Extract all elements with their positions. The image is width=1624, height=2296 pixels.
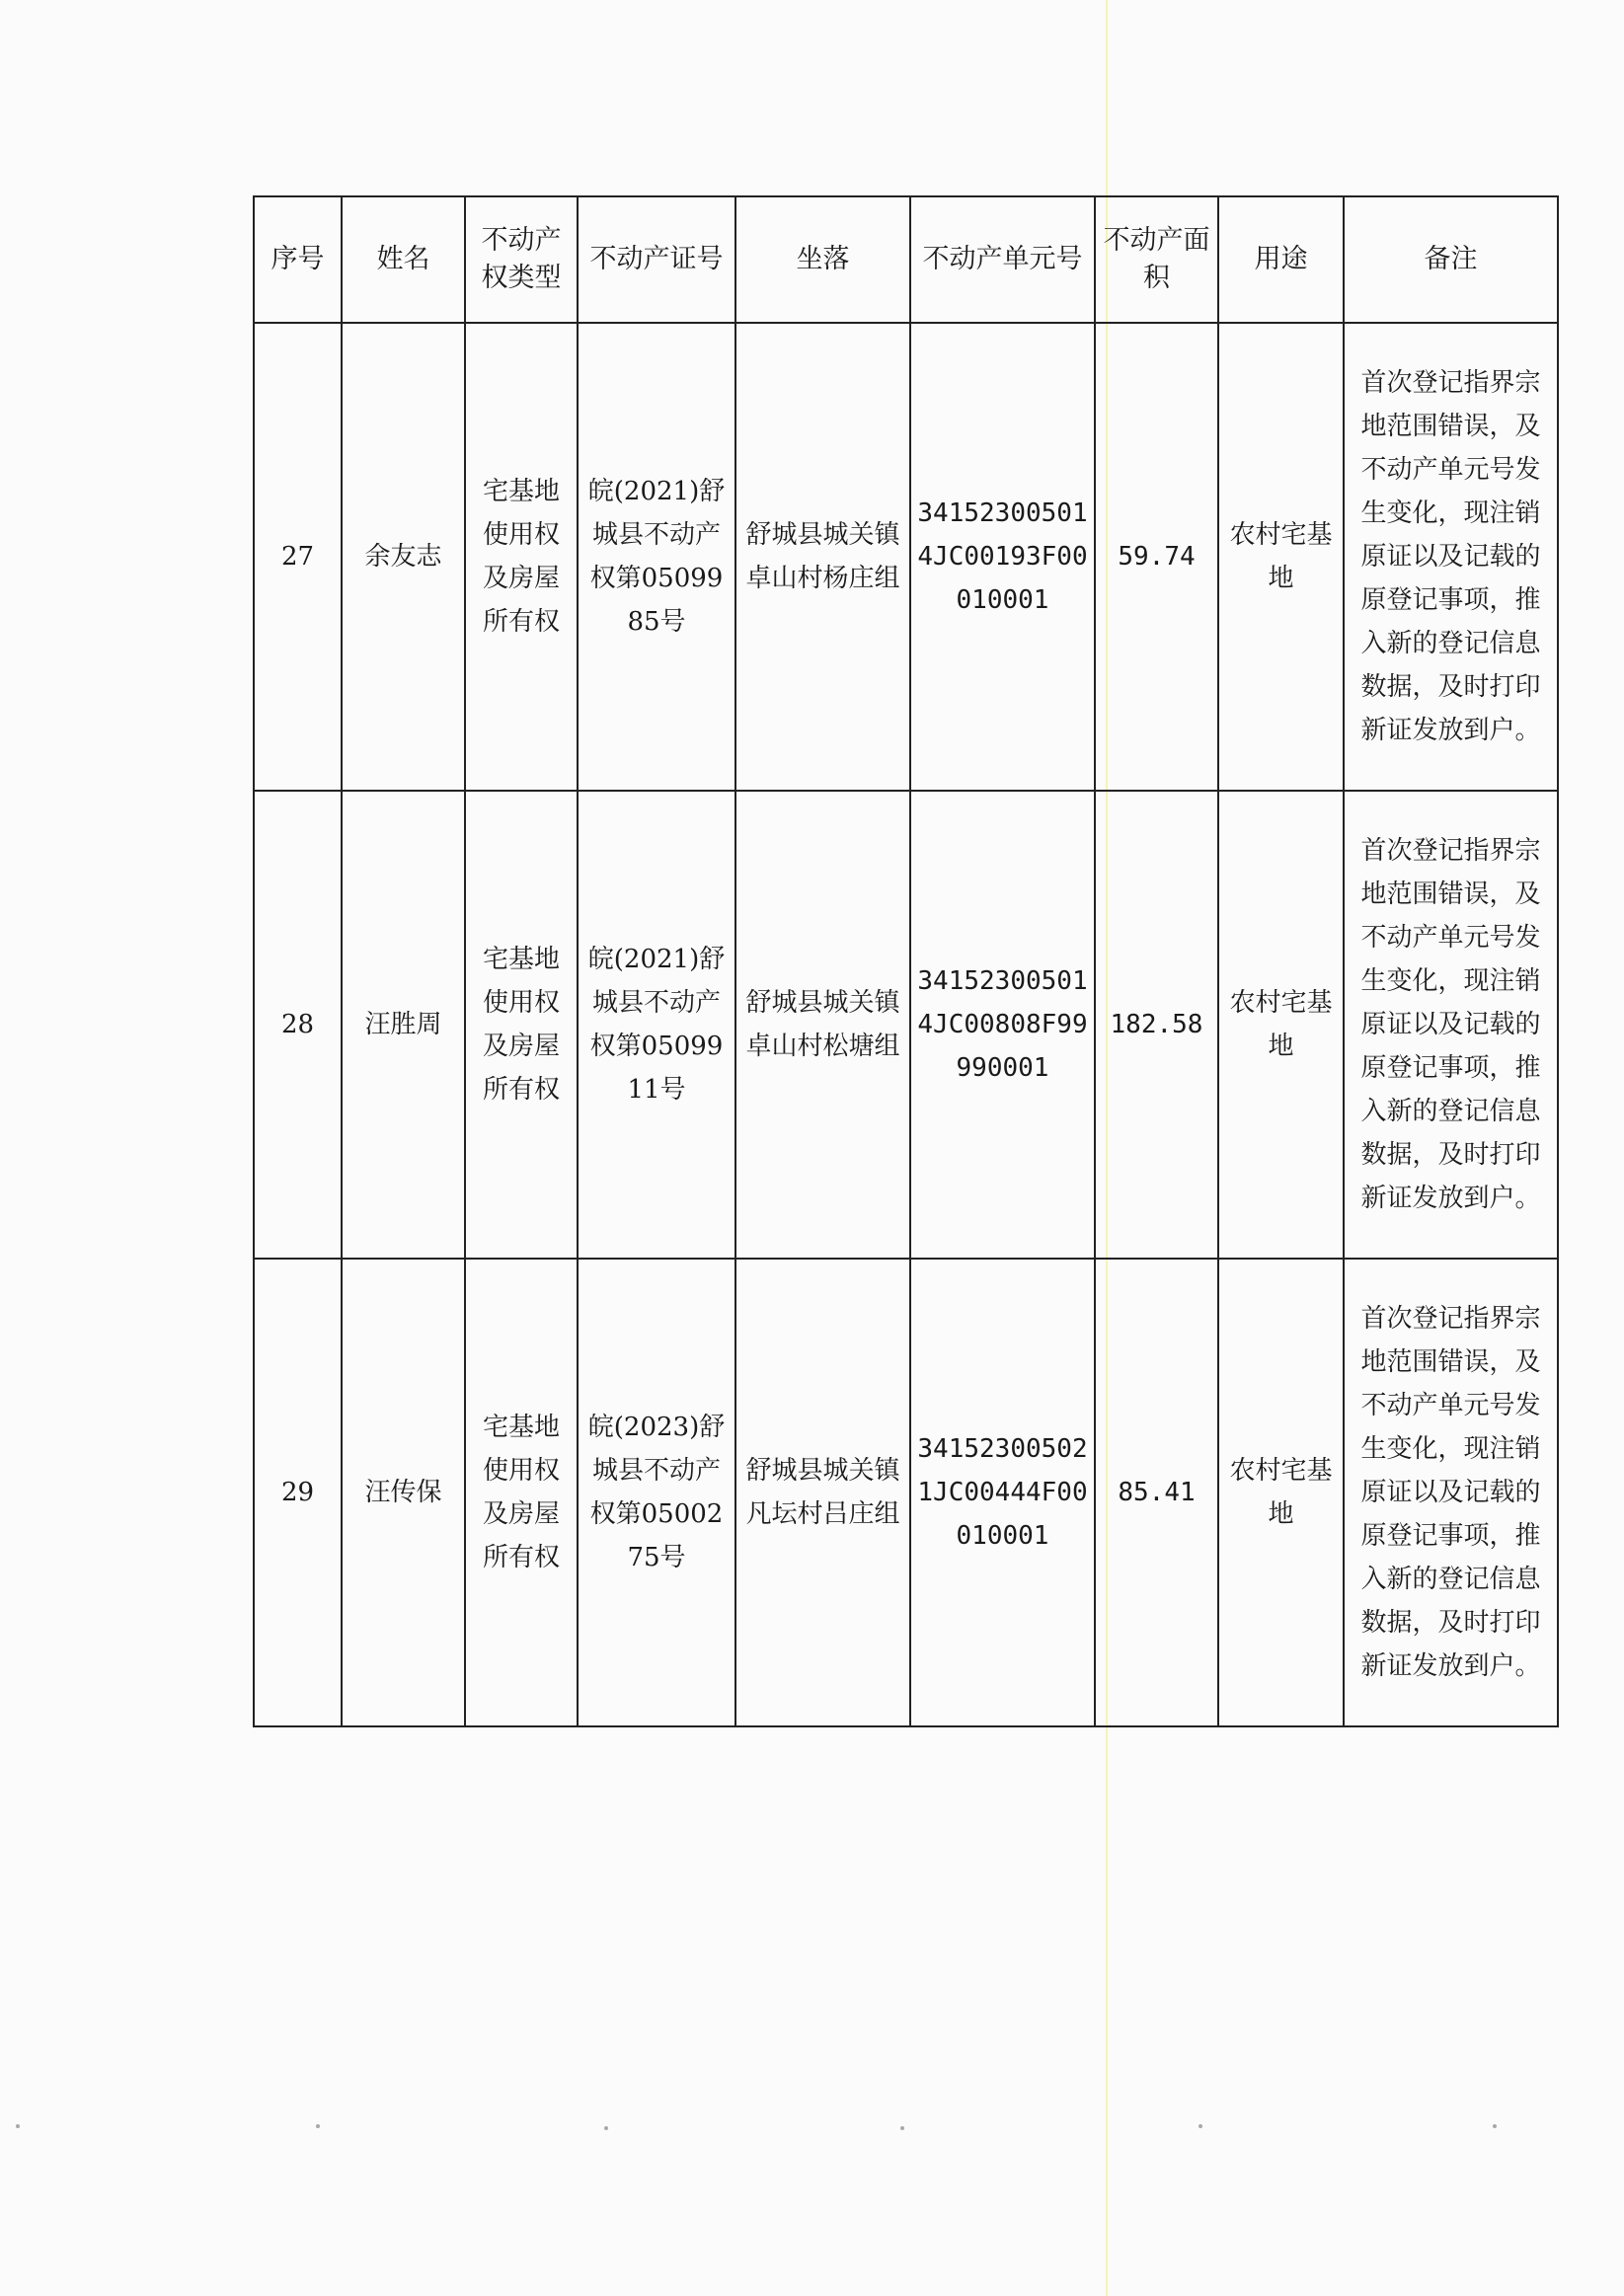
scan-speck [1493,2124,1497,2128]
scan-speck [604,2126,608,2130]
cell-cert-no: 皖(2023)舒城县不动产权第0500275号 [578,1259,735,1726]
header-seq: 序号 [254,196,342,323]
cell-seq: 28 [254,791,342,1259]
cell-usage: 农村宅基地 [1218,1259,1344,1726]
cell-note: 首次登记指界宗地范围错误，及不动产单元号发生变化，现注销原证以及记载的原登记事项，推入新的登记信息数据，及时打印新证发放到户。 [1344,791,1558,1259]
table-body [254,323,1558,1726]
cell-unit-no: 341523005021JC00444F00010001 [910,1259,1095,1726]
cell-seq: 27 [254,323,342,791]
cell-location: 舒城县城关镇凡坛村吕庄组 [735,1259,910,1726]
scan-speck [1199,2124,1202,2128]
cell-location: 舒城县城关镇卓山村杨庄组 [735,323,910,791]
table-row [254,323,1558,791]
cell-area: 182.58 [1095,791,1218,1259]
cell-name: 余友志 [342,323,465,791]
header-right-type: 不动产权类型 [465,196,578,323]
scan-speck [900,2126,904,2130]
cell-right-type: 宅基地使用权及房屋所有权 [465,1259,578,1726]
cell-cert-no: 皖(2021)舒城县不动产权第0509911号 [578,791,735,1259]
header-name: 姓名 [342,196,465,323]
cell-right-type: 宅基地使用权及房屋所有权 [465,791,578,1259]
cell-unit-no: 341523005014JC00808F99990001 [910,791,1095,1259]
table-row [254,791,1558,1259]
cell-note: 首次登记指界宗地范围错误，及不动产单元号发生变化，现注销原证以及记载的原登记事项，推入新的登记信息数据，及时打印新证发放到户。 [1344,323,1558,791]
header-area: 不动产面积 [1095,196,1218,323]
cell-name: 汪传保 [342,1259,465,1726]
scan-speck [316,2124,320,2128]
cell-note: 首次登记指界宗地范围错误，及不动产单元号发生变化，现注销原证以及记载的原登记事项，推入新的登记信息数据，及时打印新证发放到户。 [1344,1259,1558,1726]
cell-location: 舒城县城关镇卓山村松塘组 [735,791,910,1259]
table-header [254,196,1558,323]
header-unit-no: 不动产单元号 [910,196,1095,323]
header-usage: 用途 [1218,196,1344,323]
header-note: 备注 [1344,196,1558,323]
cell-unit-no: 341523005014JC00193F00010001 [910,323,1095,791]
cell-area: 85.41 [1095,1259,1218,1726]
cell-area: 59.74 [1095,323,1218,791]
cell-name: 汪胜周 [342,791,465,1259]
cell-right-type: 宅基地使用权及房屋所有权 [465,323,578,791]
cell-seq: 29 [254,1259,342,1726]
scan-speck [16,2124,20,2128]
table-row [254,1259,1558,1726]
header-location: 坐落 [735,196,910,323]
registration-table [253,195,1559,1727]
header-cert-no: 不动产证号 [578,196,735,323]
cell-usage: 农村宅基地 [1218,791,1344,1259]
cell-cert-no: 皖(2021)舒城县不动产权第0509985号 [578,323,735,791]
cell-usage: 农村宅基地 [1218,323,1344,791]
header-row [254,196,1558,323]
